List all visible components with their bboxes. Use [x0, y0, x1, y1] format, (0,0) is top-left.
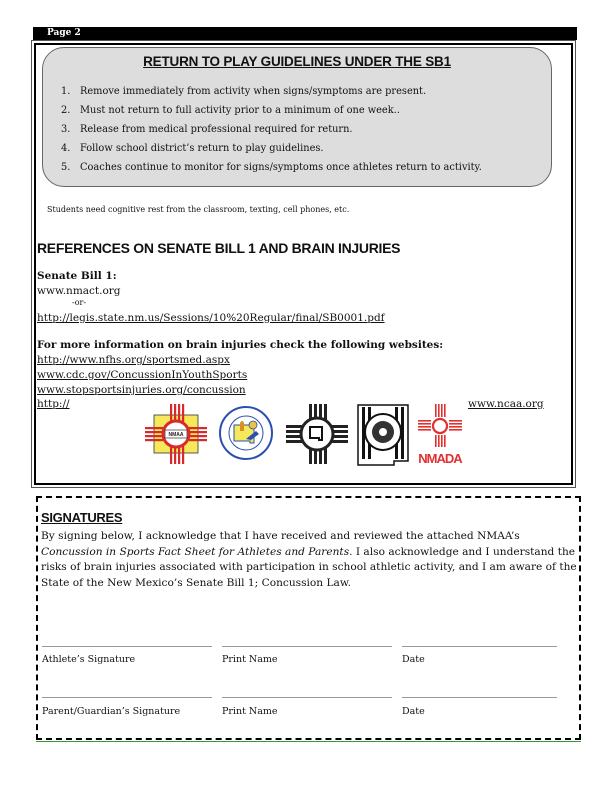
senate-bill-pdf-link[interactable]: http://legis.state.nm.us/Sessions/10%20Regular/final/SB0001.pdf [37, 312, 385, 324]
more-info-label: For more information on brain injuries check the following websites: [37, 339, 444, 351]
nmact-site: www.nmact.org [37, 285, 121, 297]
guideline-number: 2. [61, 105, 71, 116]
parent-date-label: Date [402, 706, 425, 717]
page-number: Page 2 [47, 28, 81, 38]
acknowledgement-text-continued: . I also acknowledge and I understand the risks of brain injuries associated with participation in school athletic activity, and I am aware of the State of the New Mexico’s Senate Bill 1; Concussion Law. [41, 545, 577, 589]
guideline-item [61, 139, 482, 158]
ncaa-link[interactable]: www.ncaa.org [468, 398, 544, 410]
guideline-number: 3. [61, 124, 71, 135]
guideline-number: 4. [61, 143, 71, 154]
guideline-text: Coaches continue to monitor for signs/symptoms once athletes return to activity. [80, 162, 482, 173]
bottom-rule [36, 741, 581, 742]
references-title: REFERENCES ON SENATE BILL 1 AND BRAIN INJURIES [37, 240, 401, 256]
or-separator: -or- [72, 298, 87, 307]
senate-bill-label: Senate Bill 1: [37, 270, 117, 282]
nmaa-logo [144, 403, 208, 465]
nm-officials-association-logo [357, 404, 409, 466]
athlete-date-label: Date [402, 654, 425, 665]
acknowledgement-paragraph [41, 529, 581, 591]
parent-print-name-line[interactable] [222, 697, 392, 698]
nmaa-logo-text: NMAA [168, 432, 184, 438]
athlete-date-line[interactable] [402, 646, 557, 647]
parent-signature-label: Parent/Guardian’s Signature [42, 706, 181, 717]
acknowledgement-text: By signing below, I acknowledge that I have received and reviewed the attached NMAA’s [41, 530, 520, 542]
athlete-signature-line[interactable] [42, 646, 212, 647]
nmada-logo-text: NMADA [418, 451, 462, 465]
guideline-item [61, 82, 482, 101]
return-to-play-title: RETURN TO PLAY GUIDELINES UNDER THE SB1 [143, 54, 451, 69]
fact-sheet-title: Concussion in Sports Fact Sheet for Athletes and Parents [41, 545, 350, 558]
guideline-item [61, 120, 482, 139]
parent-print-name-label: Print Name [222, 706, 278, 717]
guideline-text: Must not return to full activity prior to a minimum of one week.. [80, 105, 400, 116]
nfhs-link[interactable]: http://www.nfhs.org/sportsmed.aspx [37, 354, 230, 366]
cognitive-rest-note: Students need cognitive rest from the classroom, texting, cell phones, etc. [47, 205, 350, 214]
guideline-number: 1. [61, 86, 71, 97]
nmada-logo [414, 403, 466, 465]
page-header-bar [33, 27, 577, 40]
guideline-number: 5. [61, 162, 71, 173]
signatures-title: SIGNATURES [41, 510, 123, 525]
guideline-text: Remove immediately from activity when signs/symptoms are present. [80, 86, 427, 97]
cdc-link[interactable]: www.cdc.gov/ConcussionInYouthSports [37, 369, 248, 381]
stopsportsinjuries-link[interactable]: www.stopsportsinjuries.org/concussion [37, 384, 246, 396]
guideline-text: Follow school district’s return to play guidelines. [80, 143, 324, 154]
athlete-print-name-label: Print Name [222, 654, 278, 665]
nm-athletic-trainers-logo [285, 403, 349, 465]
parent-date-line[interactable] [402, 697, 557, 698]
athlete-print-name-line[interactable] [222, 646, 392, 647]
http-link[interactable]: http:// [37, 398, 70, 410]
return-to-play-panel [42, 47, 552, 187]
guideline-item [61, 101, 482, 120]
athlete-signature-label: Athlete’s Signature [42, 654, 136, 665]
guideline-text: Release from medical professional required for return. [80, 124, 353, 135]
guideline-item [61, 158, 482, 177]
guideline-list [61, 82, 482, 177]
nm-high-school-coaches-assn-logo [218, 405, 274, 461]
parent-signature-line[interactable] [42, 697, 212, 698]
